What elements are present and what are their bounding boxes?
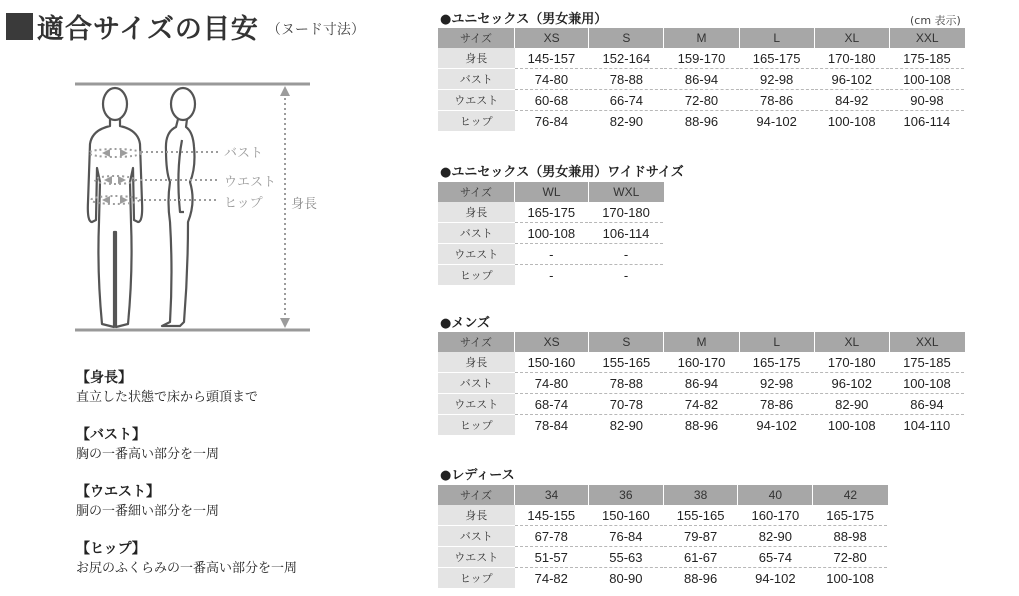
measurement-cell: 100-108 bbox=[515, 223, 589, 244]
measurement-cell: 74-82 bbox=[664, 394, 739, 415]
row-label-cell: 身長 bbox=[438, 352, 515, 373]
row-label-cell: 身長 bbox=[438, 505, 515, 526]
size-header-cell: M bbox=[664, 332, 739, 352]
table-row bbox=[438, 526, 888, 547]
measurement-cell: 155-165 bbox=[663, 505, 738, 526]
definition-desc: お尻のふくらみの一番高い部分を一周 bbox=[76, 561, 298, 576]
body-measurement-figure bbox=[70, 72, 330, 342]
row-label-cell: ヒップ bbox=[438, 265, 515, 286]
row-label-cell: バスト bbox=[438, 526, 515, 547]
measurement-cell: 82-90 bbox=[738, 526, 813, 547]
size-header-cell: 34 bbox=[515, 485, 589, 505]
table-header-row bbox=[438, 182, 664, 202]
table-header-row bbox=[438, 28, 965, 48]
size-header-cell: M bbox=[664, 28, 739, 48]
measurement-cell: 106-114 bbox=[589, 223, 664, 244]
measurement-definitions bbox=[76, 368, 406, 596]
table-row bbox=[438, 265, 664, 286]
measurement-cell: 104-110 bbox=[889, 415, 964, 436]
measurement-cell: 60-68 bbox=[515, 90, 589, 111]
table-row bbox=[438, 394, 965, 415]
unit-note: (cm 表示) bbox=[910, 14, 961, 27]
measurement-cell: 78-84 bbox=[515, 415, 589, 436]
size-column-header: サイズ bbox=[438, 182, 515, 202]
table-row bbox=[438, 223, 664, 244]
row-label-cell: ウエスト bbox=[438, 394, 515, 415]
definition-height bbox=[76, 368, 406, 408]
measurement-cell: 170-180 bbox=[814, 48, 889, 69]
measurement-cell: 79-87 bbox=[663, 526, 738, 547]
definition-hip bbox=[76, 539, 406, 579]
measurement-cell: 94-102 bbox=[739, 111, 814, 132]
measurement-cell: 175-185 bbox=[889, 48, 964, 69]
row-label-cell: バスト bbox=[438, 69, 515, 90]
measurement-cell: 67-78 bbox=[515, 526, 589, 547]
table-row bbox=[438, 244, 664, 265]
page-subtitle: （ヌード寸法） bbox=[266, 22, 365, 38]
measurement-cell: 72-80 bbox=[813, 547, 888, 568]
measurement-cell: 55-63 bbox=[588, 547, 663, 568]
table-row bbox=[438, 568, 888, 589]
measurement-cell: 145-155 bbox=[515, 505, 589, 526]
table-row bbox=[438, 505, 888, 526]
measurement-cell: 106-114 bbox=[889, 111, 964, 132]
measurement-cell: 70-78 bbox=[589, 394, 664, 415]
measurement-cell: 100-108 bbox=[814, 415, 889, 436]
definition-waist bbox=[76, 482, 406, 522]
size-table-unisex bbox=[438, 28, 965, 132]
measurement-cell: 82-90 bbox=[589, 111, 664, 132]
section-title-unisex-wide: ●ユニセックス（男女兼用）ワイドサイズ bbox=[440, 165, 684, 180]
measurement-cell: 61-67 bbox=[663, 547, 738, 568]
size-header-cell: XXL bbox=[889, 332, 964, 352]
size-column-header: サイズ bbox=[438, 28, 515, 48]
measurement-cell: 165-175 bbox=[515, 202, 589, 223]
measurement-cell: 88-98 bbox=[813, 526, 888, 547]
table-row bbox=[438, 352, 965, 373]
measurement-cell: 90-98 bbox=[889, 90, 964, 111]
measurement-cell: 170-180 bbox=[814, 352, 889, 373]
size-header-cell: 38 bbox=[663, 485, 738, 505]
measurement-cell: 94-102 bbox=[739, 415, 814, 436]
figure-label-waist: ウエスト bbox=[224, 175, 277, 190]
measurement-cell: 76-84 bbox=[588, 526, 663, 547]
table-row bbox=[438, 202, 664, 223]
table-row bbox=[438, 48, 965, 69]
measurement-cell: 74-82 bbox=[515, 568, 589, 589]
measurement-cell: 51-57 bbox=[515, 547, 589, 568]
measurement-cell: 84-92 bbox=[814, 90, 889, 111]
size-header-cell: 40 bbox=[738, 485, 813, 505]
table-row bbox=[438, 69, 965, 90]
figure-label-height: 身長 bbox=[291, 197, 318, 212]
measurement-cell: 92-98 bbox=[739, 373, 814, 394]
measurement-cell: 80-90 bbox=[588, 568, 663, 589]
row-label-cell: 身長 bbox=[438, 48, 515, 69]
table-header-row bbox=[438, 485, 888, 505]
measurement-cell: 165-175 bbox=[739, 352, 814, 373]
size-header-cell: S bbox=[589, 332, 664, 352]
measurement-cell: 82-90 bbox=[589, 415, 664, 436]
row-label-cell: バスト bbox=[438, 373, 515, 394]
measurement-cell: 152-164 bbox=[589, 48, 664, 69]
size-header-cell: 36 bbox=[588, 485, 663, 505]
title-square-icon bbox=[6, 13, 33, 40]
measurement-cell: 165-175 bbox=[739, 48, 814, 69]
size-column-header: サイズ bbox=[438, 332, 515, 352]
definition-desc: 胴の一番細い部分を一周 bbox=[76, 504, 220, 519]
definition-bust bbox=[76, 425, 406, 465]
measurement-cell: 88-96 bbox=[664, 415, 739, 436]
table-header-row bbox=[438, 332, 965, 352]
measurement-cell: 86-94 bbox=[664, 373, 739, 394]
row-label-cell: ウエスト bbox=[438, 244, 515, 265]
row-label-cell: ヒップ bbox=[438, 568, 515, 589]
measurement-cell: 76-84 bbox=[515, 111, 589, 132]
measurement-cell: 86-94 bbox=[664, 69, 739, 90]
measurement-cell: 82-90 bbox=[814, 394, 889, 415]
row-label-cell: ヒップ bbox=[438, 415, 515, 436]
measurement-cell: 66-74 bbox=[589, 90, 664, 111]
measurement-cell: 74-80 bbox=[515, 69, 589, 90]
measurement-cell: 100-108 bbox=[889, 69, 964, 90]
size-header-cell: XXL bbox=[889, 28, 964, 48]
section-title-mens: ●メンズ bbox=[440, 316, 490, 331]
measurement-cell: 159-170 bbox=[664, 48, 739, 69]
measurement-cell: 150-160 bbox=[515, 352, 589, 373]
figure-label-hip: ヒップ bbox=[224, 196, 263, 211]
measurement-cell: 100-108 bbox=[813, 568, 888, 589]
page-title-text: 適合サイズの目安 bbox=[37, 13, 259, 45]
definition-term: 【ヒップ】 bbox=[76, 541, 146, 557]
measurement-cell: 165-175 bbox=[813, 505, 888, 526]
table-row bbox=[438, 111, 965, 132]
row-label-cell: ヒップ bbox=[438, 111, 515, 132]
measurement-cell: 68-74 bbox=[515, 394, 589, 415]
measurement-cell: 170-180 bbox=[589, 202, 664, 223]
table-row bbox=[438, 90, 965, 111]
measurement-cell: 78-86 bbox=[739, 90, 814, 111]
page-title bbox=[6, 6, 365, 46]
table-row bbox=[438, 547, 888, 568]
measurement-cell: 78-86 bbox=[739, 394, 814, 415]
measurement-cell: 150-160 bbox=[588, 505, 663, 526]
size-header-cell: WXL bbox=[589, 182, 664, 202]
size-table-mens bbox=[438, 332, 965, 436]
figure-label-bust: バスト bbox=[224, 146, 264, 161]
size-column-header: サイズ bbox=[438, 485, 515, 505]
measurement-cell: 86-94 bbox=[889, 394, 964, 415]
row-label-cell: 身長 bbox=[438, 202, 515, 223]
size-header-cell: 42 bbox=[813, 485, 888, 505]
size-header-cell: WL bbox=[515, 182, 589, 202]
measurement-cell: 160-170 bbox=[738, 505, 813, 526]
measurement-cell: 74-80 bbox=[515, 373, 589, 394]
size-table-ladies bbox=[438, 485, 888, 589]
size-header-cell: L bbox=[739, 28, 814, 48]
measurement-cell: 78-88 bbox=[589, 373, 664, 394]
definition-term: 【ウエスト】 bbox=[76, 484, 160, 500]
size-header-cell: XL bbox=[814, 28, 889, 48]
definition-term: 【バスト】 bbox=[76, 427, 146, 443]
measurement-cell: 155-165 bbox=[589, 352, 664, 373]
measurement-cell: - bbox=[589, 265, 664, 286]
measurement-cell: 145-157 bbox=[515, 48, 589, 69]
measurement-cell: 94-102 bbox=[738, 568, 813, 589]
size-header-cell: L bbox=[739, 332, 814, 352]
size-header-cell: XS bbox=[515, 332, 589, 352]
measurement-cell: 96-102 bbox=[814, 373, 889, 394]
row-label-cell: ウエスト bbox=[438, 90, 515, 111]
measurement-cell: 100-108 bbox=[889, 373, 964, 394]
size-header-cell: XS bbox=[515, 28, 589, 48]
measurement-cell: 160-170 bbox=[664, 352, 739, 373]
definition-term: 【身長】 bbox=[76, 370, 132, 386]
measurement-cell: 88-96 bbox=[664, 111, 739, 132]
measurement-cell: - bbox=[589, 244, 664, 265]
measurement-cell: 96-102 bbox=[814, 69, 889, 90]
size-header-cell: S bbox=[589, 28, 664, 48]
row-label-cell: ウエスト bbox=[438, 547, 515, 568]
measurement-cell: 100-108 bbox=[814, 111, 889, 132]
measurement-cell: 78-88 bbox=[589, 69, 664, 90]
section-title-ladies: ●レディース bbox=[440, 468, 515, 483]
table-row bbox=[438, 373, 965, 394]
definition-desc: 胸の一番高い部分を一周 bbox=[76, 447, 220, 462]
definition-desc: 直立した状態で床から頭頂まで bbox=[76, 390, 259, 405]
size-table-unisex-wide bbox=[438, 182, 664, 286]
row-label-cell: バスト bbox=[438, 223, 515, 244]
measurement-cell: 92-98 bbox=[739, 69, 814, 90]
measurement-cell: 65-74 bbox=[738, 547, 813, 568]
size-header-cell: XL bbox=[814, 332, 889, 352]
table-row bbox=[438, 415, 965, 436]
measurement-cell: - bbox=[515, 265, 589, 286]
measurement-cell: 88-96 bbox=[663, 568, 738, 589]
measurement-cell: - bbox=[515, 244, 589, 265]
measurement-cell: 72-80 bbox=[664, 90, 739, 111]
section-title-unisex: ●ユニセックス（男女兼用） bbox=[440, 12, 608, 27]
measurement-cell: 175-185 bbox=[889, 352, 964, 373]
